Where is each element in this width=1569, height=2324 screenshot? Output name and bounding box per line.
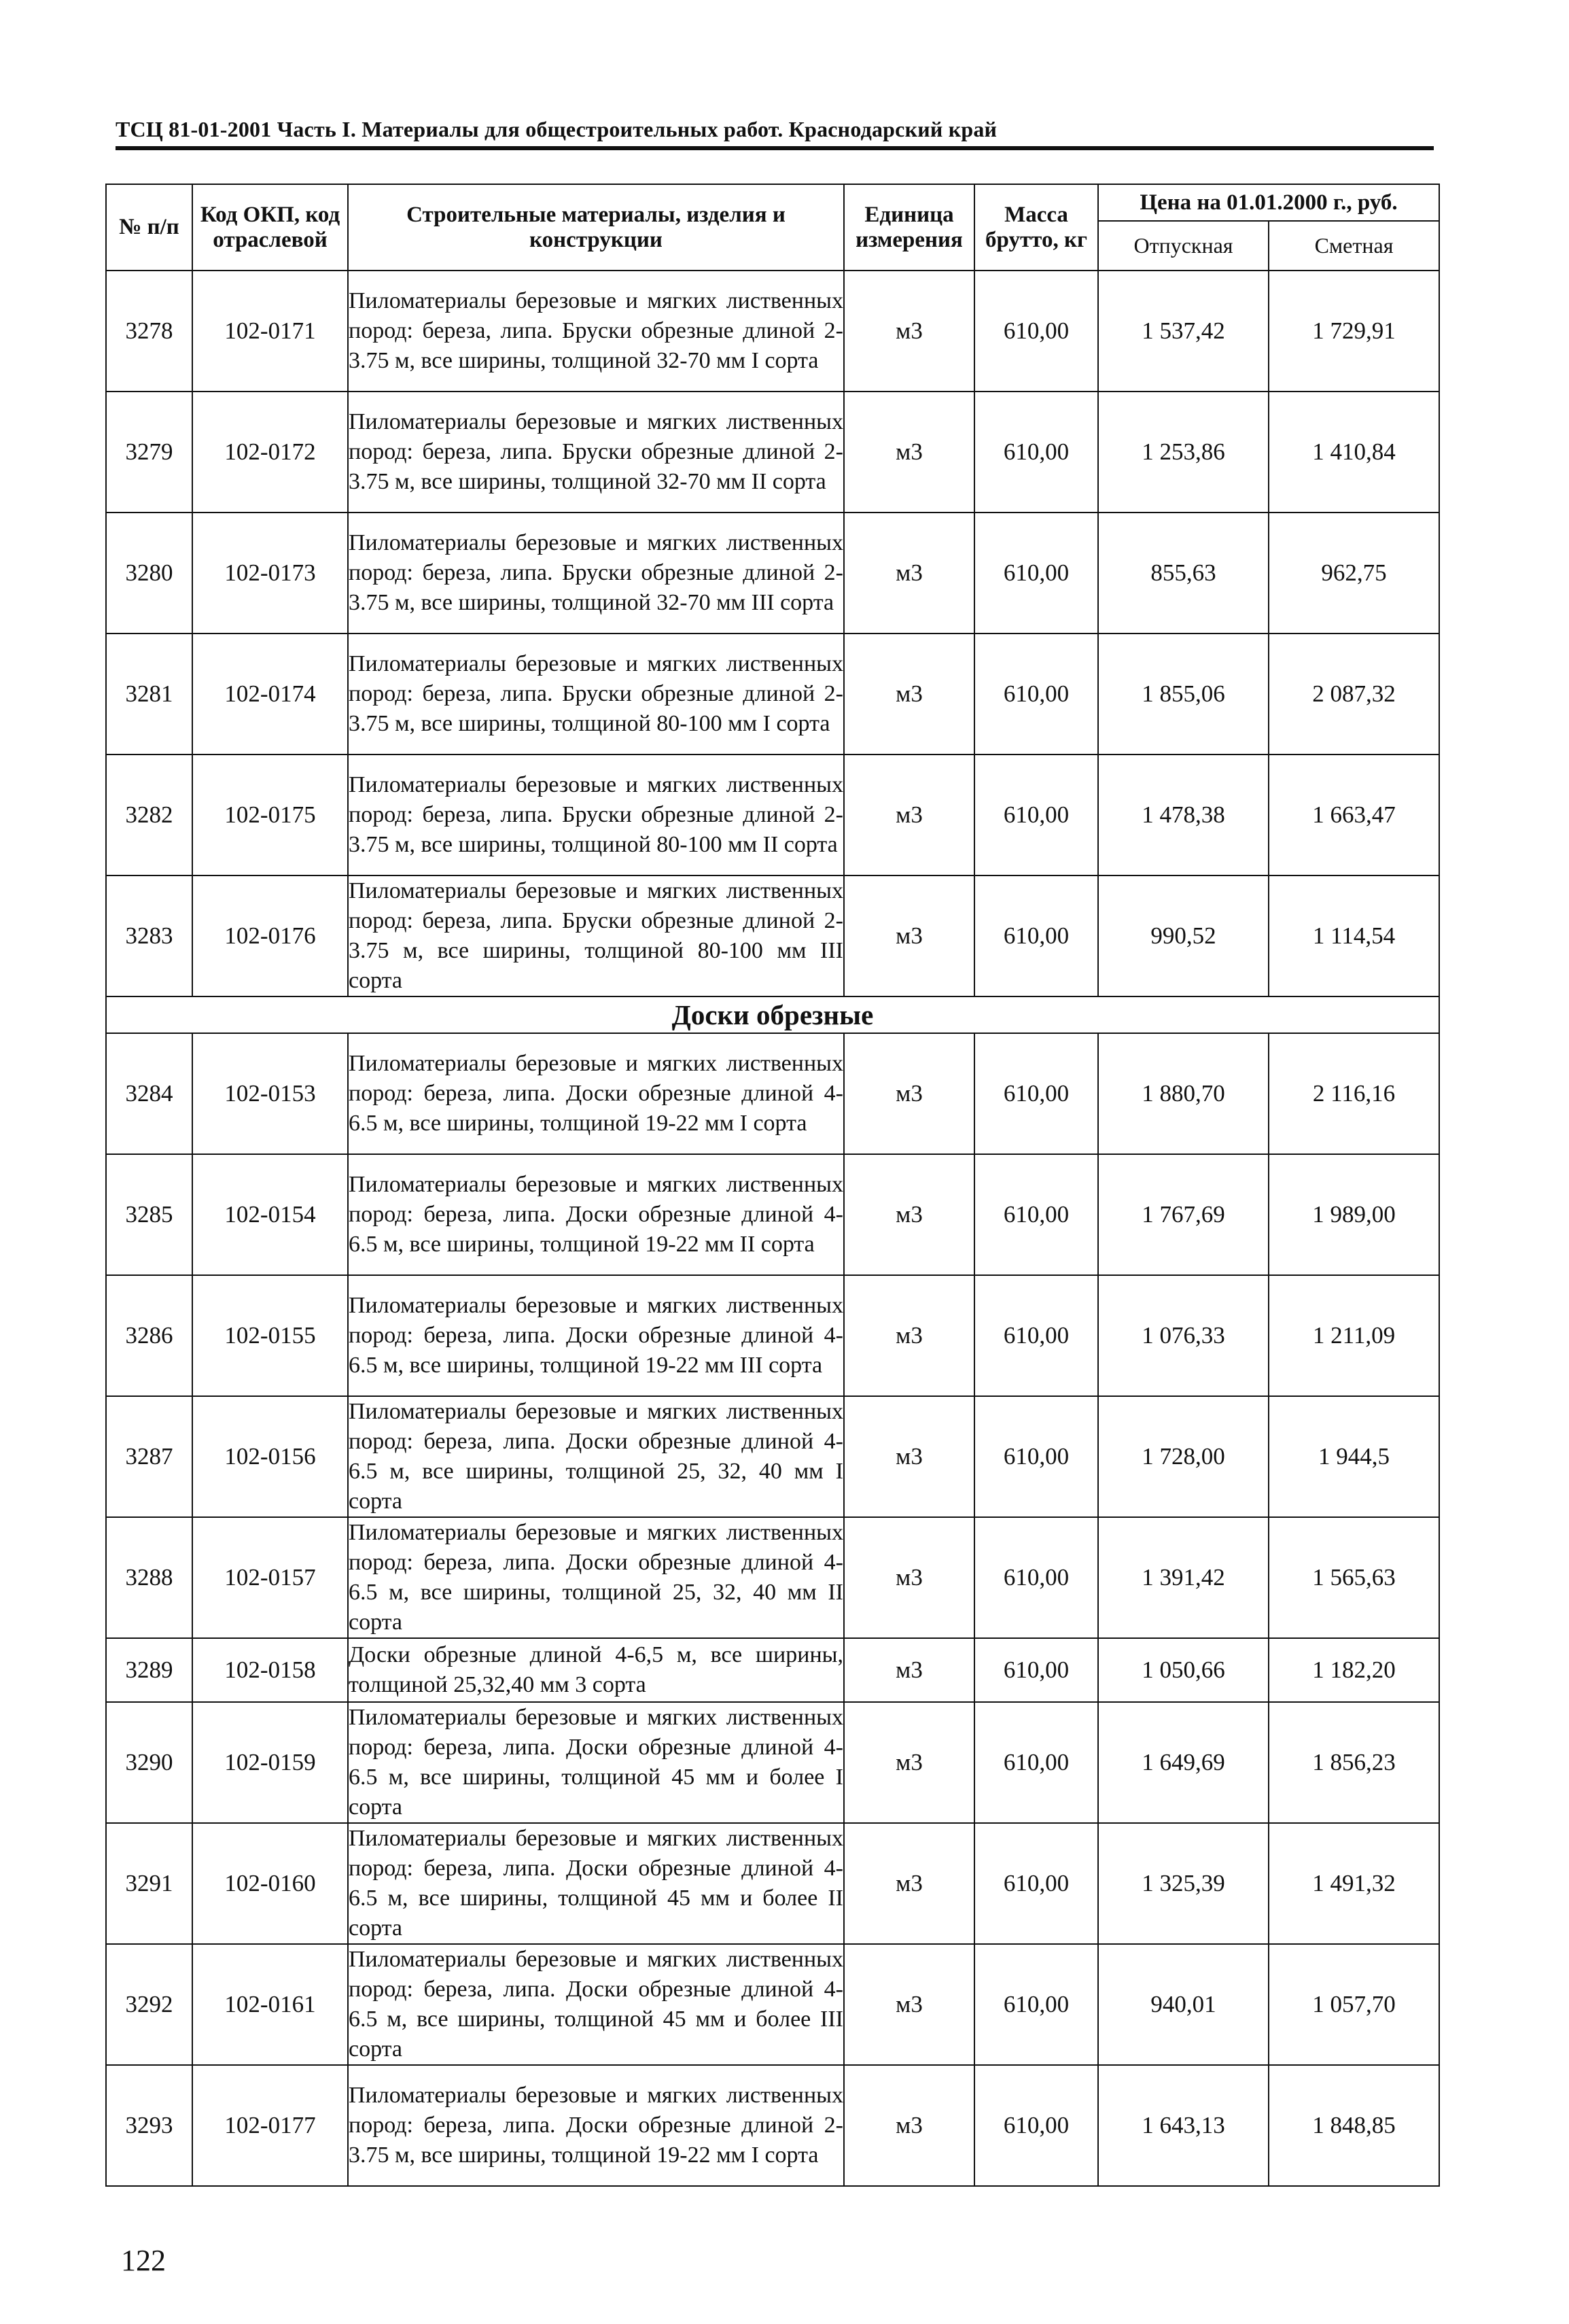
estimate-price: 1 729,91	[1269, 271, 1439, 392]
okp-code: 102-0153	[192, 1033, 348, 1154]
estimate-price: 1 057,70	[1269, 1944, 1439, 2065]
release-price: 1 537,42	[1098, 271, 1269, 392]
table-row	[106, 271, 1439, 392]
material-description: Пиломатериалы березовые и мягких лиственных пород: береза, липа. Доски обрезные длиной 2-3.75 м, все ширины, толщиной 19-22 мм I сорта	[348, 2065, 844, 2186]
col-header-num: № п/п	[106, 184, 192, 271]
gross-mass: 610,00	[974, 875, 1098, 996]
okp-code: 102-0161	[192, 1944, 348, 2065]
material-description: Пиломатериалы березовые и мягких лиственных пород: береза, липа. Бруски обрезные длиной 2-3.75 м, все ширины, толщиной 80-100 мм III сорта	[348, 875, 844, 996]
row-number: 3283	[106, 875, 192, 996]
col-header-price-group: Цена на 01.01.2000 г., руб.	[1098, 184, 1439, 221]
row-number: 3284	[106, 1033, 192, 1154]
unit-of-measure: м3	[844, 1275, 974, 1396]
material-description: Пиломатериалы березовые и мягких лиственных пород: береза, липа. Бруски обрезные длиной 2-3.75 м, все ширины, толщиной 32-70 мм II сорта	[348, 392, 844, 513]
table-row	[106, 1154, 1439, 1275]
unit-of-measure: м3	[844, 1154, 974, 1275]
release-price: 1 855,06	[1098, 634, 1269, 755]
table-row	[106, 1275, 1439, 1396]
material-description: Пиломатериалы березовые и мягких лиственных пород: береза, липа. Доски обрезные длиной 4-6.5 м, все ширины, толщиной 45 мм и более I сорта	[348, 1702, 844, 1823]
row-number: 3293	[106, 2065, 192, 2186]
okp-code: 102-0156	[192, 1396, 348, 1517]
material-description: Пиломатериалы березовые и мягких лиственных пород: береза, липа. Доски обрезные длиной 4-6.5 м, все ширины, толщиной 19-22 мм I сорта	[348, 1033, 844, 1154]
gross-mass: 610,00	[974, 392, 1098, 513]
page-number: 122	[121, 2244, 166, 2277]
release-price: 1 643,13	[1098, 2065, 1269, 2186]
material-description: Пиломатериалы березовые и мягких лиственных пород: береза, липа. Бруски обрезные длиной 2-3.75 м, все ширины, толщиной 80-100 мм II сорта	[348, 755, 844, 875]
release-price: 1 253,86	[1098, 392, 1269, 513]
section-divider	[106, 996, 1439, 1033]
release-price: 1 767,69	[1098, 1154, 1269, 1275]
table-row	[106, 875, 1439, 996]
table-row	[106, 1396, 1439, 1517]
table-row	[106, 1944, 1439, 2065]
unit-of-measure: м3	[844, 1702, 974, 1823]
table-row	[106, 634, 1439, 755]
price-table	[105, 184, 1440, 2187]
unit-of-measure: м3	[844, 1033, 974, 1154]
table-row	[106, 392, 1439, 513]
estimate-price: 1 182,20	[1269, 1638, 1439, 1702]
unit-of-measure: м3	[844, 271, 974, 392]
release-price: 1 076,33	[1098, 1275, 1269, 1396]
unit-of-measure: м3	[844, 1517, 974, 1638]
col-header-desc: Строительные материалы, изделия и конструкции	[348, 184, 844, 271]
row-number: 3291	[106, 1823, 192, 1944]
release-price: 1 649,69	[1098, 1702, 1269, 1823]
unit-of-measure: м3	[844, 1944, 974, 2065]
table-body-bars	[106, 271, 1439, 996]
row-number: 3279	[106, 392, 192, 513]
row-number: 3281	[106, 634, 192, 755]
unit-of-measure: м3	[844, 1638, 974, 1702]
okp-code: 102-0175	[192, 755, 348, 875]
row-number: 3288	[106, 1517, 192, 1638]
gross-mass: 610,00	[974, 1823, 1098, 1944]
unit-of-measure: м3	[844, 875, 974, 996]
material-description: Доски обрезные длиной 4-6,5 м, все ширины, толщиной 25,32,40 мм 3 сорта	[348, 1638, 844, 1702]
okp-code: 102-0154	[192, 1154, 348, 1275]
estimate-price: 1 410,84	[1269, 392, 1439, 513]
gross-mass: 610,00	[974, 513, 1098, 634]
release-price: 990,52	[1098, 875, 1269, 996]
release-price: 1 391,42	[1098, 1517, 1269, 1638]
col-header-release: Отпускная	[1098, 221, 1269, 271]
gross-mass: 610,00	[974, 1275, 1098, 1396]
release-price: 1 880,70	[1098, 1033, 1269, 1154]
table-row	[106, 1033, 1439, 1154]
estimate-price: 1 856,23	[1269, 1702, 1439, 1823]
estimate-price: 962,75	[1269, 513, 1439, 634]
table-row	[106, 2065, 1439, 2186]
unit-of-measure: м3	[844, 755, 974, 875]
gross-mass: 610,00	[974, 1702, 1098, 1823]
release-price: 1 478,38	[1098, 755, 1269, 875]
col-header-unit: Единица измерения	[844, 184, 974, 271]
gross-mass: 610,00	[974, 2065, 1098, 2186]
gross-mass: 610,00	[974, 1154, 1098, 1275]
material-description: Пиломатериалы березовые и мягких лиственных пород: береза, липа. Доски обрезные длиной 4-6.5 м, все ширины, толщиной 25, 32, 40 мм II сорта	[348, 1517, 844, 1638]
estimate-price: 1 114,54	[1269, 875, 1439, 996]
estimate-price: 2 116,16	[1269, 1033, 1439, 1154]
table-header	[106, 184, 1439, 271]
col-header-mass: Масса брутто, кг	[974, 184, 1098, 271]
estimate-price: 1 944,5	[1269, 1396, 1439, 1517]
material-description: Пиломатериалы березовые и мягких лиственных пород: береза, липа. Бруски обрезные длиной 2-3.75 м, все ширины, толщиной 32-70 мм III сорта	[348, 513, 844, 634]
okp-code: 102-0177	[192, 2065, 348, 2186]
material-description: Пиломатериалы березовые и мягких лиственных пород: береза, липа. Доски обрезные длиной 4-6.5 м, все ширины, толщиной 19-22 мм II сорта	[348, 1154, 844, 1275]
estimate-price: 2 087,32	[1269, 634, 1439, 755]
okp-code: 102-0158	[192, 1638, 348, 1702]
unit-of-measure: м3	[844, 1823, 974, 1944]
table-row	[106, 1638, 1439, 1702]
okp-code: 102-0176	[192, 875, 348, 996]
row-number: 3289	[106, 1638, 192, 1702]
material-description: Пиломатериалы березовые и мягких лиственных пород: береза, липа. Доски обрезные длиной 4-6.5 м, все ширины, толщиной 45 мм и более II сорта	[348, 1823, 844, 1944]
section-title: Доски обрезные	[106, 996, 1439, 1033]
col-header-code: Код ОКП, код отраслевой	[192, 184, 348, 271]
row-number: 3292	[106, 1944, 192, 2065]
row-number: 3278	[106, 271, 192, 392]
okp-code: 102-0173	[192, 513, 348, 634]
unit-of-measure: м3	[844, 513, 974, 634]
table-row	[106, 513, 1439, 634]
unit-of-measure: м3	[844, 1396, 974, 1517]
unit-of-measure: м3	[844, 2065, 974, 2186]
unit-of-measure: м3	[844, 634, 974, 755]
gross-mass: 610,00	[974, 1033, 1098, 1154]
estimate-price: 1 663,47	[1269, 755, 1439, 875]
table-row	[106, 755, 1439, 875]
okp-code: 102-0172	[192, 392, 348, 513]
material-description: Пиломатериалы березовые и мягких лиственных пород: береза, липа. Бруски обрезные длиной 2-3.75 м, все ширины, толщиной 32-70 мм I сорта	[348, 271, 844, 392]
material-description: Пиломатериалы березовые и мягких лиственных пород: береза, липа. Доски обрезные длиной 4-6.5 м, все ширины, толщиной 25, 32, 40 мм I сорта	[348, 1396, 844, 1517]
okp-code: 102-0157	[192, 1517, 348, 1638]
release-price: 1 325,39	[1098, 1823, 1269, 1944]
gross-mass: 610,00	[974, 634, 1098, 755]
row-number: 3285	[106, 1154, 192, 1275]
col-header-estimate: Сметная	[1269, 221, 1439, 271]
table-row	[106, 1517, 1439, 1638]
gross-mass: 610,00	[974, 1638, 1098, 1702]
okp-code: 102-0174	[192, 634, 348, 755]
okp-code: 102-0171	[192, 271, 348, 392]
gross-mass: 610,00	[974, 271, 1098, 392]
gross-mass: 610,00	[974, 1944, 1098, 2065]
page-header: ТСЦ 81-01-2001 Часть I. Материалы для общестроительных работ. Краснодарский край	[116, 117, 998, 141]
unit-of-measure: м3	[844, 392, 974, 513]
release-price: 940,01	[1098, 1944, 1269, 2065]
row-number: 3290	[106, 1702, 192, 1823]
release-price: 1 050,66	[1098, 1638, 1269, 1702]
estimate-price: 1 848,85	[1269, 2065, 1439, 2186]
table-body-boards	[106, 1033, 1439, 2186]
estimate-price: 1 491,32	[1269, 1823, 1439, 1944]
material-description: Пиломатериалы березовые и мягких лиственных пород: береза, липа. Доски обрезные длиной 4-6.5 м, все ширины, толщиной 45 мм и более III сорта	[348, 1944, 844, 2065]
estimate-price: 1 565,63	[1269, 1517, 1439, 1638]
gross-mass: 610,00	[974, 755, 1098, 875]
release-price: 1 728,00	[1098, 1396, 1269, 1517]
row-number: 3286	[106, 1275, 192, 1396]
gross-mass: 610,00	[974, 1396, 1098, 1517]
row-number: 3280	[106, 513, 192, 634]
table-row	[106, 1823, 1439, 1944]
row-number: 3287	[106, 1396, 192, 1517]
okp-code: 102-0155	[192, 1275, 348, 1396]
estimate-price: 1 989,00	[1269, 1154, 1439, 1275]
okp-code: 102-0159	[192, 1702, 348, 1823]
release-price: 855,63	[1098, 513, 1269, 634]
gross-mass: 610,00	[974, 1517, 1098, 1638]
header-rule	[116, 146, 1434, 150]
table-row	[106, 1702, 1439, 1823]
estimate-price: 1 211,09	[1269, 1275, 1439, 1396]
okp-code: 102-0160	[192, 1823, 348, 1944]
row-number: 3282	[106, 755, 192, 875]
material-description: Пиломатериалы березовые и мягких лиственных пород: береза, липа. Бруски обрезные длиной 2-3.75 м, все ширины, толщиной 80-100 мм I сорта	[348, 634, 844, 755]
material-description: Пиломатериалы березовые и мягких лиственных пород: береза, липа. Доски обрезные длиной 4-6.5 м, все ширины, толщиной 19-22 мм III сорта	[348, 1275, 844, 1396]
